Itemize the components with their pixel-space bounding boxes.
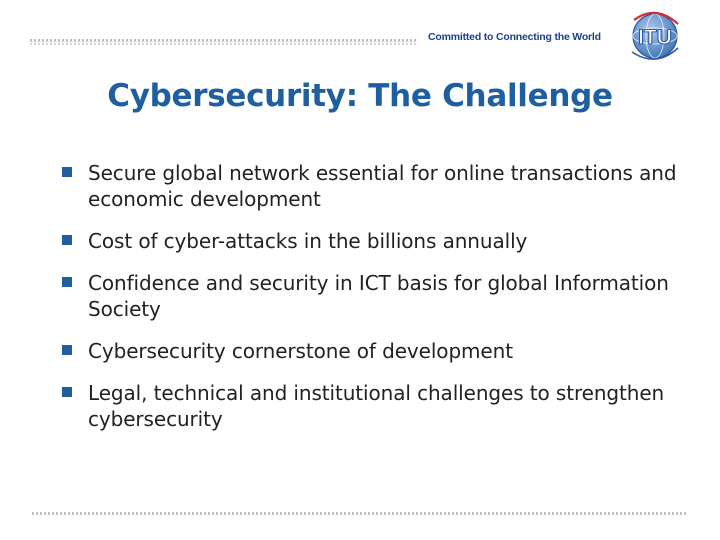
tagline: Committed to Connecting the World: [428, 31, 601, 43]
square-bullet-icon: [62, 235, 72, 245]
bullet-text: Cybersecurity cornerstone of development: [88, 339, 513, 363]
bullet-text: Confidence and security in ICT basis for global Information Society: [88, 271, 669, 321]
bullet-item: [62, 380, 702, 432]
square-bullet-icon: [62, 387, 72, 397]
square-bullet-icon: [62, 345, 72, 355]
square-bullet-icon: [62, 277, 72, 287]
logo-text: ITU: [638, 26, 672, 49]
square-bullet-icon: [62, 167, 72, 177]
bullet-item: [62, 228, 702, 254]
header-divider-shadow: [30, 43, 418, 45]
bullet-item: [62, 270, 702, 322]
slide-title: Cybersecurity: The Challenge: [107, 78, 613, 114]
bullet-text: Secure global network essential for online transactions and economic development: [88, 161, 677, 211]
footer-divider: [32, 512, 688, 515]
itu-globe-logo-icon: [626, 6, 684, 64]
bullet-item: [62, 160, 702, 212]
bullet-list: [62, 160, 702, 448]
bullet-text: Cost of cyber-attacks in the billions annually: [88, 229, 528, 253]
header-divider: [30, 39, 418, 42]
bullet-text: Legal, technical and institutional challenges to strengthen cybersecurity: [88, 381, 665, 431]
bullet-item: [62, 338, 702, 364]
